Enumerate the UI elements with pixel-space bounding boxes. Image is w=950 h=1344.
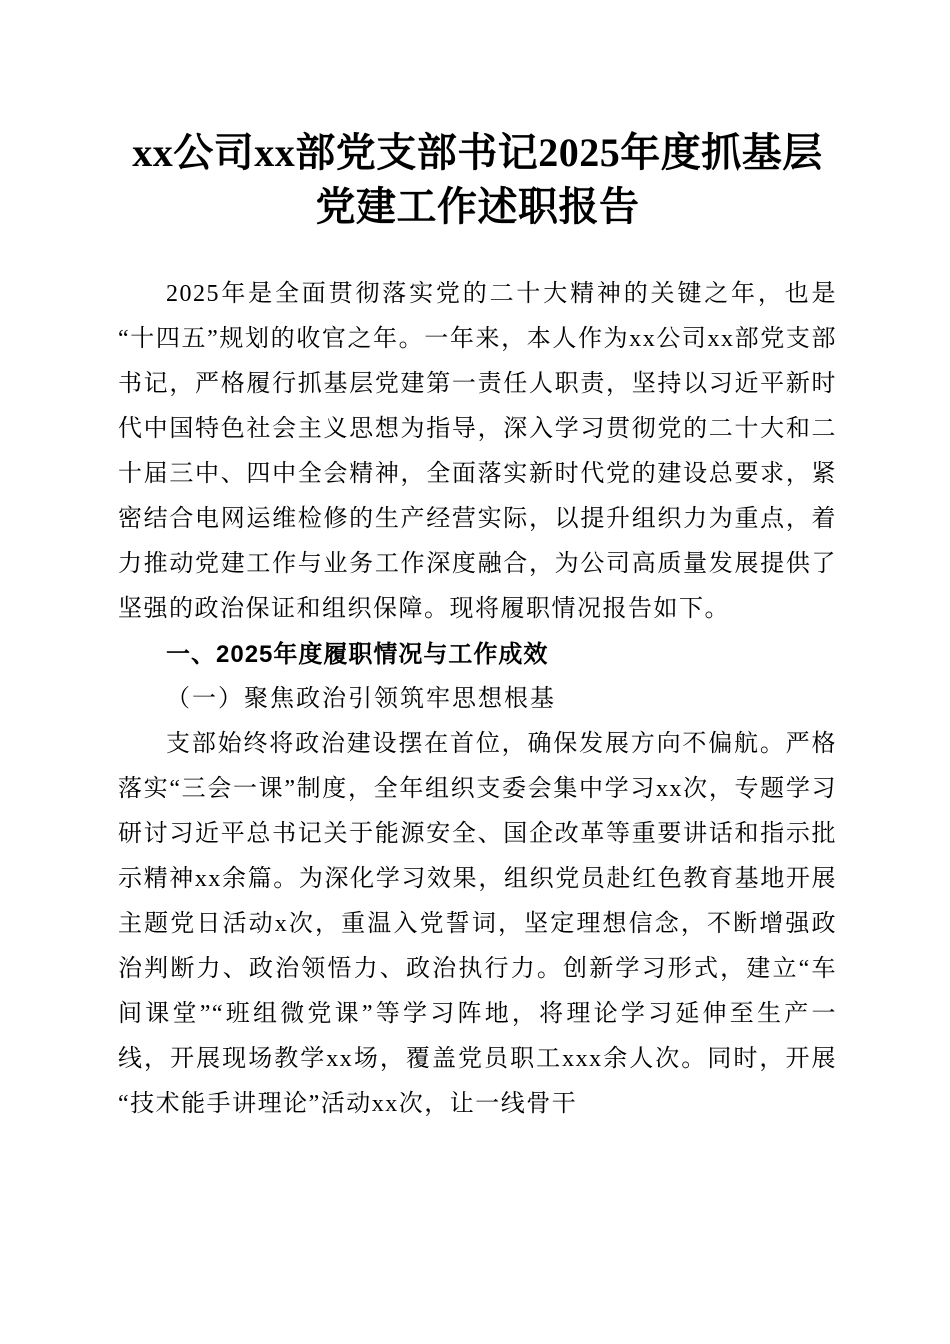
section-body-paragraph: 支部始终将政治建设摆在首位，确保发展方向不偏航。严格落实“三会一课”制度，全年组织支委会集中学习xx次，专题学习研讨习近平总书记关于能源安全、国企改革等重要讲话和指示批示精神xx余篇。为深化学习效果，组织党员赴红色教育基地开展主题党日活动x次，重温入党誓词，坚定理想信念，不断增强政治判断力、政治领悟力、政治执行力。创新学习形式，建立“车间课堂”“班组微党课”等学习阵地，将理论学习延伸至生产一线，开展现场教学xx场，覆盖党员职工xxx余人次。同时，开展“技术能手讲理论”活动xx次，让一线骨干 bbox=[118, 731, 837, 1117]
document-title: xx公司xx部党支部书记2025年度抓基层党建工作述职报告 bbox=[132, 130, 823, 229]
section-heading-performance: 一、2025年度履职情况与工作成效 bbox=[166, 641, 549, 668]
subsection-heading-political-guidance: （一）聚焦政治引领筑牢思想根基 bbox=[166, 686, 556, 712]
intro-paragraph: 2025年是全面贯彻落实党的二十大精神的关键之年，也是“十四五”规划的收官之年。一年来，本人作为xx公司xx部党支部书记，严格履行抓基层党建第一责任人职责，坚持以习近平新时代中国特色社会主义思想为指导，深入学习贯彻党的二十大和二十届三中、四中全会精神，全面落实新时代党的建设总要求，紧密结合电网运维检修的生产经营实际，以提升组织力为重点，着力推动党建工作与业务工作深度融合，为公司高质量发展提供了坚强的政治保证和组织保障。现将履职情况报告如下。 bbox=[118, 281, 837, 622]
